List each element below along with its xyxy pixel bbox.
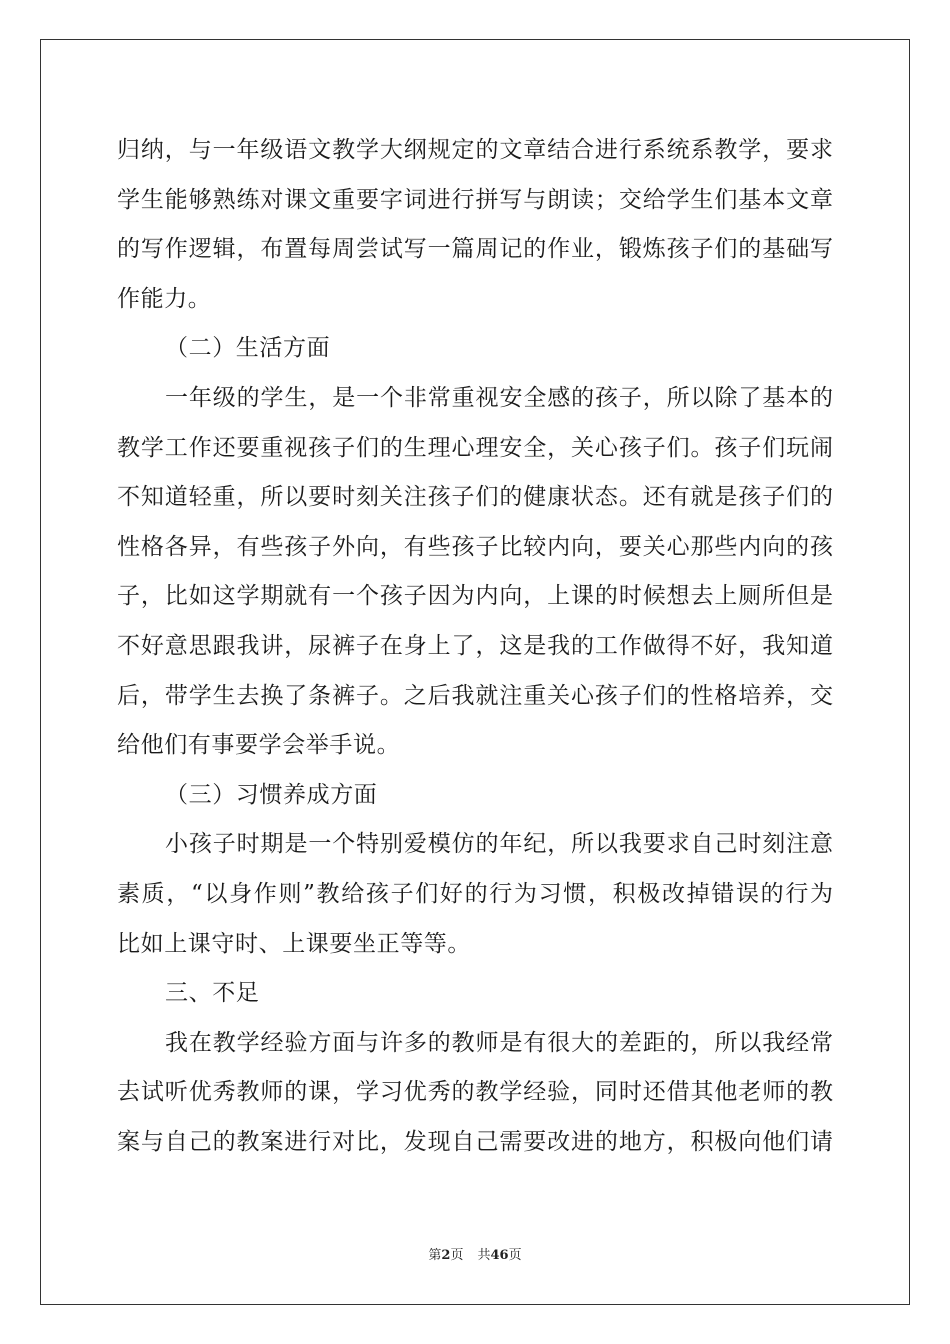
section-heading: 三、不足 xyxy=(165,980,260,1007)
text-line: 案与自己的教案进行对比，发现自己需要改进的地方，积极向他们请 xyxy=(117,1128,833,1155)
text-line: 教学工作还要重视孩子们的生理心理安全，关心孩子们。孩子们玩闹 xyxy=(117,434,833,461)
section-heading: （二）生活方面 xyxy=(165,335,331,362)
total-pages: 46 xyxy=(490,1248,509,1263)
text-line: 素质，“以身作则”教给孩子们好的行为习惯，积极改掉错误的行为 xyxy=(117,880,833,907)
total-prefix: 共 xyxy=(477,1248,491,1263)
text-line: 给他们有事要学会举手说。 xyxy=(117,732,401,759)
page-prefix: 第 xyxy=(428,1248,442,1263)
text-line: 学生能够熟练对课文重要字词进行拼写与朗读；交给学生们基本文章 xyxy=(117,186,833,213)
text-line: 不好意思跟我讲，尿裤子在身上了，这是我的工作做得不好，我知道 xyxy=(117,632,833,659)
page-number: 2 xyxy=(441,1248,451,1263)
text-line: 后，带学生去换了条裤子。之后我就注重关心孩子们的性格培养，交 xyxy=(117,682,833,709)
text-line: 小孩子时期是一个特别爱模仿的年纪，所以我要求自己时刻注意 xyxy=(165,831,833,858)
text-line: 去试听优秀教师的课，学习优秀的教学经验，同时还借其他老师的教 xyxy=(117,1079,833,1106)
total-suffix: 页 xyxy=(508,1248,522,1263)
document-body xyxy=(117,126,833,1167)
text-line: 比如上课守时、上课要坐正等等。 xyxy=(117,930,471,957)
text-line: 性格各异，有些孩子外向，有些孩子比较内向，要关心那些内向的孩 xyxy=(117,533,833,560)
text-line: 归纳，与一年级语文教学大纲规定的文章结合进行系统系教学，要求 xyxy=(117,137,833,163)
text-line: 一年级的学生，是一个非常重视安全感的孩子，所以除了基本的 xyxy=(165,384,833,411)
text-line: 我在教学经验方面与许多的教师是有很大的差距的，所以我经常 xyxy=(165,1029,833,1056)
text-line: 的写作逻辑，布置每周尝试写一篇周记的作业，锻炼孩子们的基础写 xyxy=(117,236,833,263)
section-heading: （三）习惯养成方面 xyxy=(165,781,378,808)
page-footer xyxy=(0,1248,950,1264)
text-line: 不知道轻重，所以要时刻关注孩子们的健康状态。还有就是孩子们的 xyxy=(117,484,833,511)
text-line: 作能力。 xyxy=(117,285,212,312)
page-suffix: 页 xyxy=(450,1248,464,1263)
text-line: 子，比如这学期就有一个孩子因为内向，上课的时候想去上厕所但是 xyxy=(117,583,833,610)
